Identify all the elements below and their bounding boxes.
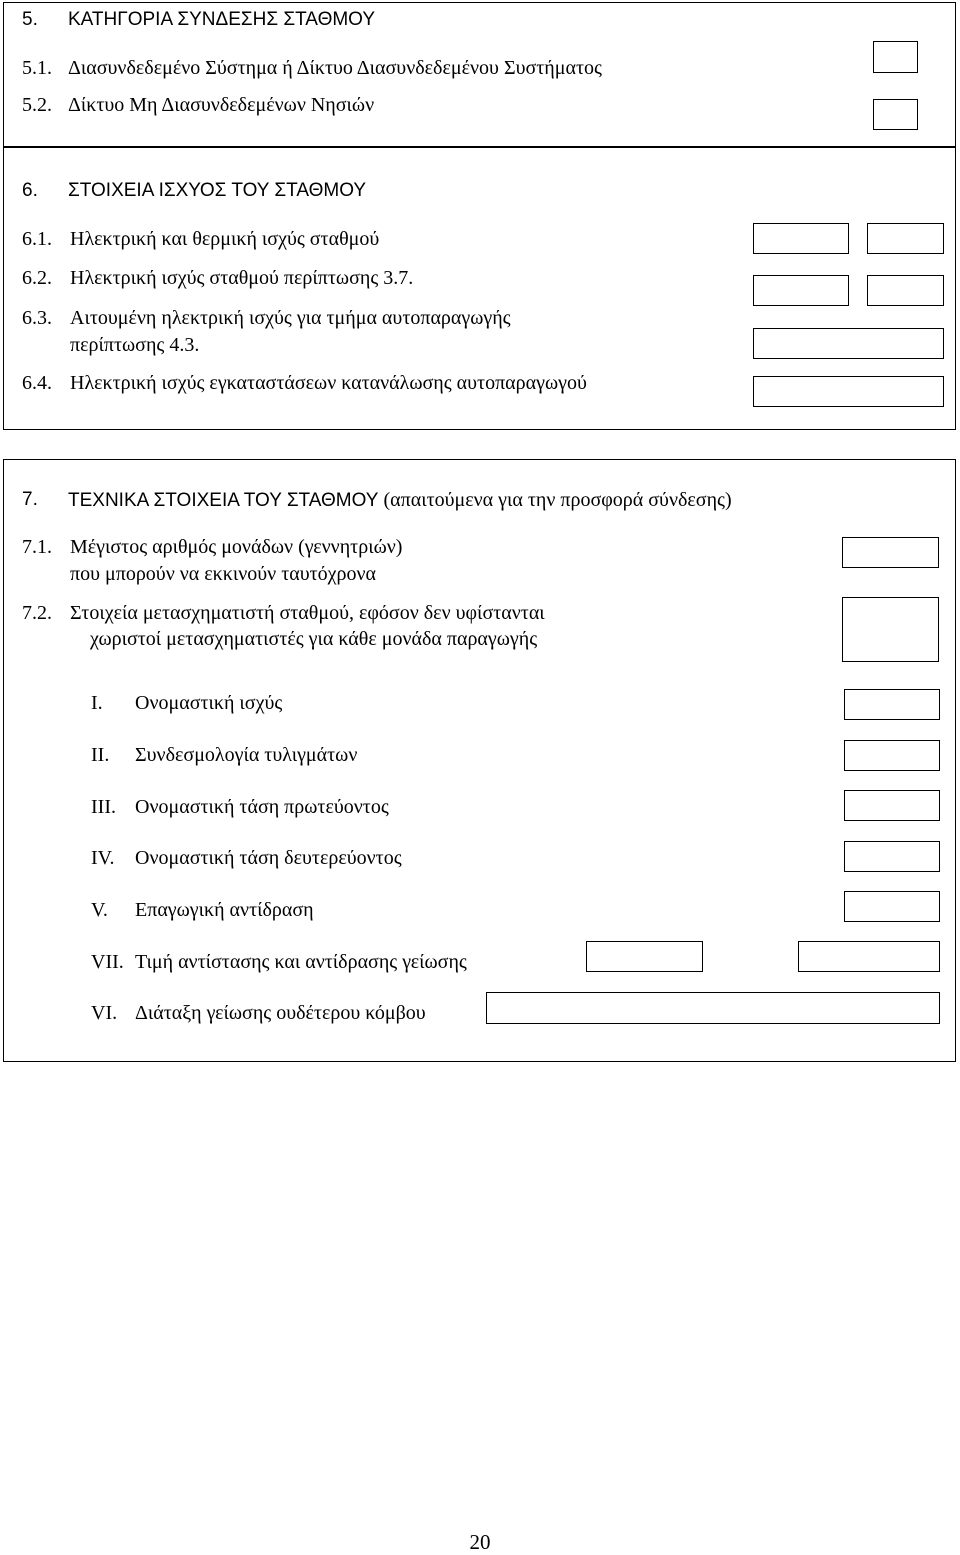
item-5-2-number: 5.2. — [22, 94, 52, 116]
subitem-ii-label: Συνδεσμολογία τυλιγμάτων — [135, 744, 358, 766]
input-grounding-reactance[interactable] — [798, 941, 940, 972]
item-5-1-number: 5.1. — [22, 57, 52, 79]
input-neutral-grounding[interactable] — [486, 992, 940, 1024]
item-6-2-label: Ηλεκτρική ισχύς σταθμού περίπτωσης 3.7. — [70, 267, 414, 289]
subitem-iv-label: Ονομαστική τάση δευτερεύοντος — [135, 847, 402, 869]
item-7-2-number: 7.2. — [22, 602, 52, 624]
input-7-1[interactable] — [842, 537, 939, 568]
section-6-title: ΣΤΟΙΧΕΙΑ ΙΣΧΥΟΣ ΤΟΥ ΣΤΑΘΜΟΥ — [68, 180, 367, 201]
item-7-2-label-line2: χωριστοί μετασχηματιστές για κάθε μονάδα παραγωγής — [90, 628, 538, 650]
input-6-1-electrical[interactable] — [753, 223, 849, 254]
item-6-1-number: 6.1. — [22, 228, 52, 250]
item-7-1-label: Μέγιστος αριθμός μονάδων (γεννητριών) — [70, 536, 403, 558]
item-6-1-label: Ηλεκτρική και θερμική ισχύς σταθμού — [70, 228, 380, 250]
input-6-2-a[interactable] — [753, 275, 849, 306]
section-5-title: ΚΑΤΗΓΟΡΙΑ ΣΥΝΔΕΣΗΣ ΣΤΑΘΜΟΥ — [68, 9, 376, 30]
item-6-3-label-line2: περίπτωσης 4.3. — [70, 334, 200, 356]
input-grounding-resistance[interactable] — [586, 941, 703, 972]
input-winding-connection[interactable] — [844, 740, 940, 771]
input-inductive-reactance[interactable] — [844, 891, 940, 922]
subitem-vi-number: VI. — [91, 1002, 118, 1024]
subitem-vi-label: Διάταξη γείωσης ουδέτερου κόμβου — [135, 1002, 426, 1024]
subitem-iii-label: Ονομαστική τάση πρωτεύοντος — [135, 796, 389, 818]
subitem-vii-number: VII. — [91, 951, 124, 973]
item-6-3-label: Αιτουμένη ηλεκτρική ισχύς για τμήμα αυτοπαραγωγής — [70, 307, 511, 329]
subitem-iv-number: IV. — [91, 847, 115, 869]
input-6-4[interactable] — [753, 376, 944, 407]
subitem-iii-number: III. — [91, 796, 116, 818]
section-5-number: 5. — [22, 9, 38, 30]
input-secondary-voltage[interactable] — [844, 841, 940, 872]
page-number: 20 — [469, 1530, 491, 1554]
subitem-i-number: I. — [91, 692, 103, 714]
subitem-ii-number: II. — [91, 744, 110, 766]
item-6-4-number: 6.4. — [22, 372, 52, 394]
item-6-4-label: Ηλεκτρική ισχύς εγκαταστάσεων κατανάλωσης αυτοπαραγωγού — [70, 372, 587, 394]
input-6-3[interactable] — [753, 328, 944, 359]
item-5-2-label: Δίκτυο Μη Διασυνδεδεμένων Νησιών — [68, 94, 375, 116]
item-7-1-label-line2: που μπορούν να εκκινούν ταυτόχρονα — [70, 563, 377, 585]
subitem-v-label: Επαγωγική αντίδραση — [135, 899, 314, 921]
checkbox-5-2[interactable] — [873, 99, 918, 130]
item-7-2-label: Στοιχεία μετασχηματιστή σταθμού, εφόσον δεν υφίστανται — [70, 602, 545, 624]
subitem-vii-label: Τιμή αντίστασης και αντίδρασης γείωσης — [135, 951, 467, 973]
section-7-number: 7. — [22, 489, 38, 510]
item-5-1-label: Διασυνδεδεμένο Σύστημα ή Δίκτυο Διασυνδεδεμένου Συστήματος — [68, 57, 602, 79]
input-rated-power[interactable] — [844, 689, 940, 720]
item-7-1-number: 7.1. — [22, 536, 52, 558]
item-6-3-number: 6.3. — [22, 307, 52, 329]
input-7-2[interactable] — [842, 597, 939, 662]
section-7-title: ΤΕΧΝΙΚΑ ΣΤΟΙΧΕΙΑ ΤΟΥ ΣΤΑΘΜΟΥ — [68, 490, 379, 511]
subitem-v-number: V. — [91, 899, 108, 921]
subitem-i-label: Ονομαστική ισχύς — [135, 692, 283, 714]
item-6-2-number: 6.2. — [22, 267, 52, 289]
checkbox-5-1[interactable] — [873, 41, 918, 73]
section-7-title-suffix: (απαιτούμενα για την προσφορά σύνδεσης) — [383, 489, 732, 511]
input-6-2-b[interactable] — [867, 275, 944, 306]
input-primary-voltage[interactable] — [844, 790, 940, 821]
input-6-1-thermal[interactable] — [867, 223, 944, 254]
section-7-title-line — [68, 488, 732, 513]
section-6-number: 6. — [22, 180, 38, 201]
